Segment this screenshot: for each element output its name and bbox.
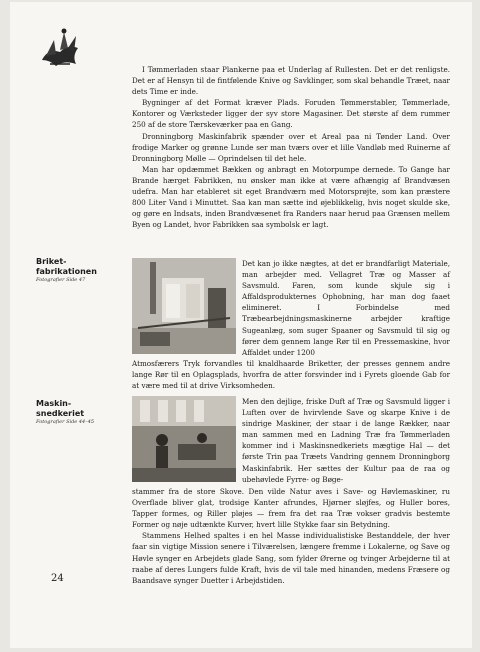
section-photo-reference: Fotografier Side 47	[36, 277, 86, 283]
section-photo-reference: Fotografier Side 44–45	[36, 419, 95, 425]
body-paragraph: Atmosfærers Tryk forvandles til knaldhaarde Briketter, der presses gennem andre lange Rør til en Oplagsplads, hvorfra de atter forsvinder ind i Fyrets gloende Gab for at være med til at drive Virksomheden.	[132, 359, 450, 391]
page-number: 24	[51, 573, 64, 584]
section-title-line: snedkeriet	[36, 408, 85, 418]
intro-text-block	[132, 64, 450, 230]
section-title-line: fabrikationen	[36, 266, 97, 276]
briket-continued-text	[132, 358, 450, 391]
book-page	[10, 2, 472, 648]
body-paragraph: Bygninger af det Format kræver Plads. Foruden Tømmerstabler, Tømmerlade, Kontorer og Værksteder ligger der syv store Magasiner. Det største af dem rummer 250 af de store Tærskeværker paa en Gang.	[132, 98, 450, 130]
body-paragraph: Stammens Helhed spaltes i en hel Masse individualistiske Bestanddele, der hver faar sin vigtige Mission senere i Tilværelsen, længere fremme i Lokalerne, og Save og Høvle synger en Arbejdets glade Sang, som fylder Ørerne og tvinger Arbejderne til at raabe af deres Lungers fulde Kraft, hvis de vil tale med hinanden, medens Fræsere og Baandsave synger Duetter i Arbejdstiden.	[132, 531, 450, 585]
body-paragraph: Det kan jo ikke nægtes, at det er brandfarligt Materiale, man arbejder med. Vellagret Træ og Masser af Savsmuld. Faren, som kunde skjule sig i Affaldsprodukternes Ophobning, har man dog faaet elimineret. I Forbindelse med Træbearbejdningsmaskinerne arbejder kraftige Sugeanlæg, som suger Spaaner og Savsmuld til sig og fører dem gennem lange Rør til en Pressemaskine, hvor Affaldet under 1200	[242, 259, 450, 357]
maskinsnedkeriet-wrap-text	[242, 396, 450, 485]
section-heading-maskinsnedkeriet	[36, 399, 122, 426]
body-paragraph: Dronningborg Maskinfabrik spænder over et Areal paa ni Tønder Land. Over frodige Marker og grønne Lunde ser man tværs over et lille Vandløb med Ruinerne af Dronningborg Mølle — Oprindelsen til det hele.	[132, 131, 450, 163]
section-title-line: Maskin-	[36, 399, 72, 408]
body-paragraph: Men den dejlige, friske Duft af Træ og Savsmuld ligger i Luften over de hvirvlende Save og skarpe Knive i de sindrige Maskiner, der staar i de lange Rækker, naar man sammen med en Ladning Træ fra Tømmerladen kommer ind i Maskinsnedkeriets mægtige Hal — det første Trin paa Træets Vandring gennem Dronningborg Maskinfabrik. Her sættes der Kultur paa de raa og ubehøvlede Fyrre- og Bøge-	[242, 397, 450, 484]
body-paragraph: Man har opdæmmet Bækken og anbragt en Motorpumpe dernede. To Gange har Brande hærget Fabrikken, nu ønsker man ikke at være afhængig af Brandvæsen udefra. Man har etableret sit eget Brandværn med Motorsprøjte, som kan præstere 800 Liter Vand i Minuttet. Saa kan man sætte ind øjeblikkelig, hvis noget skulde ske, og gøre en Indsats, inden Brandvæsenet fra Randers naar herud paa Grænsen mellem Byen og Landet, hvor Fabrikken saa symbolsk er lagt.	[132, 164, 450, 230]
woodcut-ornament-icon	[38, 26, 82, 70]
section-heading-briket	[36, 257, 122, 284]
briket-wrap-text	[242, 258, 450, 358]
workshop-photo	[132, 396, 236, 482]
briket-factory-photo	[132, 258, 236, 354]
maskinsnedkeriet-continued-text	[132, 486, 450, 586]
section-title-line: Briket-	[36, 257, 67, 266]
body-paragraph: stammer fra de store Skove. Den vilde Natur aves i Save- og Høvlemaskiner, ru Overflade bliver glat, trodsige Kanter afrundes, Hjørner sløjfes, og Huller bores, Tapper formes, og Riller pløjes — frem fra det raa Træ vokser gradvis bestemte Former og nøje udtænkte Kurver, hvert lille Stykke faar sin Betydning.	[132, 487, 450, 530]
body-paragraph: I Tømmerladen staar Plankerne paa et Underlag af Rullesten. Det er det renligste. Det er af Hensyn til de fintfølende Knive og Savklinger, som skal behandle Træet, naar dets Time er inde.	[132, 65, 450, 97]
